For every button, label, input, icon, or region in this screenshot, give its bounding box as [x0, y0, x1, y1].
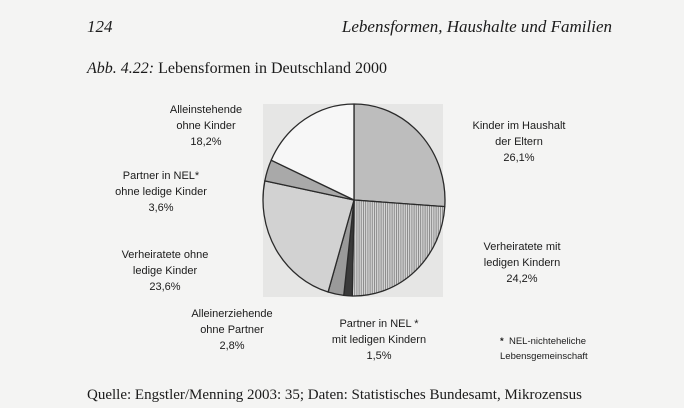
slice-label-verheiratete-ohne-kinder: Verheiratete ohne ledige Kinder 23,6% [121, 249, 209, 293]
pie-slice-verheiratete-mit-kindern [352, 200, 445, 296]
pie-slice-kinder-im-haushalt [354, 104, 445, 207]
figure-label: Abb. 4.22: [87, 60, 155, 77]
slice-label-partner-nel-mit-kindern: Partner in NEL * mit ledigen Kindern 1,5% [331, 318, 427, 362]
slice-label-partner-nel-ohne-kinder: Partner in NEL* ohne ledige Kinder 3,6% [115, 170, 207, 214]
source-line: Quelle: Engstler/Menning 2003: 35; Daten: Statistisches Bundesamt, Mikrozensus [87, 387, 582, 403]
footnote-line-2: Lebensgemeinschaft [500, 351, 588, 362]
slice-label-alleinerziehende: Alleinerziehende ohne Partner 2,8% [191, 308, 273, 352]
footnote-marker: * [500, 336, 504, 347]
footnote [500, 334, 588, 364]
footnote-line-1: NEL-nichteheliche [508, 336, 587, 347]
figure-title: Lebensformen in Deutschland 2000 [158, 60, 387, 77]
running-title: Lebensformen, Haushalte und Familien [341, 17, 612, 36]
page-number: 124 [87, 17, 113, 36]
slice-label-alleinstehende: Alleinstehende ohne Kinder 18,2% [169, 104, 243, 148]
slice-label-kinder-im-haushalt: Kinder im Haushalt der Eltern 26,1% [472, 120, 566, 164]
slice-label-verheiratete-mit-kindern: Verheiratete mit ledigen Kindern 24,2% [483, 241, 561, 285]
